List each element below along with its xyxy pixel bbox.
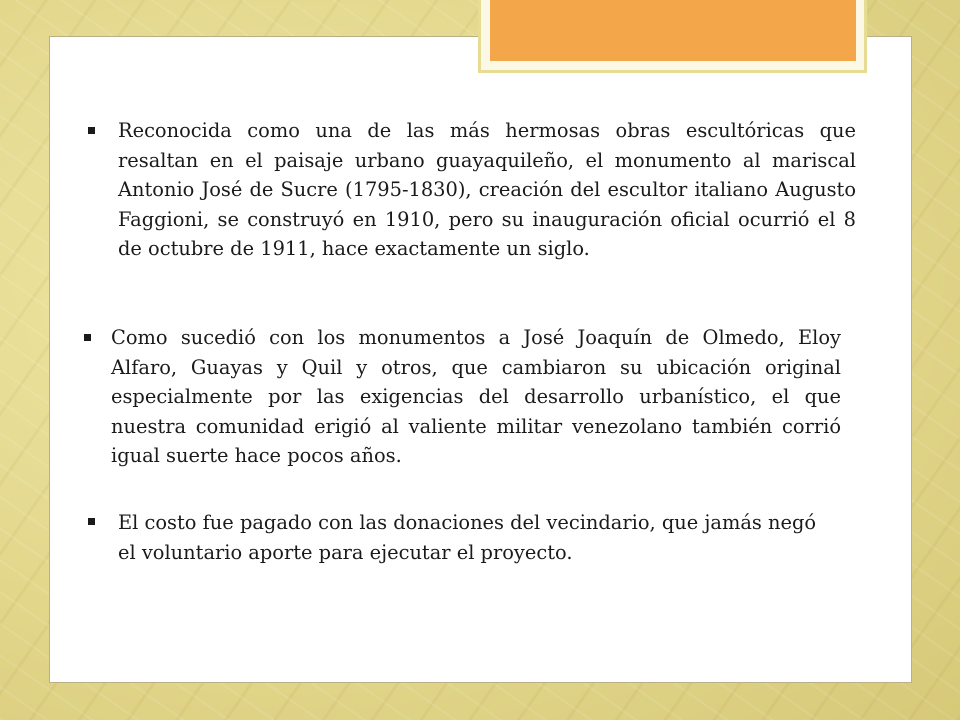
square-bullet-icon xyxy=(88,127,95,134)
square-bullet-icon xyxy=(88,518,95,525)
title-accent-block xyxy=(490,0,856,61)
bullet-paragraph-relocation: Como sucedió con los monumentos a José Joaquín de Olmedo, Eloy Alfaro, Guayas y Quil y otros, que cambiaron su ubicación original especialmente por las exigencias del desarrollo urbanístico, el que nuestra comunidad erigió al valiente militar venezolano también corrió igual suerte hace pocos años. xyxy=(111,326,841,467)
square-bullet-icon xyxy=(84,334,91,341)
bullet-paragraph-sucre-monument: Reconocida como una de las más hermosas obras escultóricas que resaltan en el paisaje urbano guayaquileño, el monumento al mariscal Antonio José de Sucre (1795-1830), creación del escultor italiano Augusto Faggioni, se construyó en 1910, pero su inauguración oficial ocurrió el 8 de octubre de 1911, hace exactamente un siglo. xyxy=(118,119,856,260)
bullet-paragraph-funding: El costo fue pagado con las donaciones del vecindario, que jamás negó el voluntario aporte para ejecutar el proyecto. xyxy=(118,511,817,564)
